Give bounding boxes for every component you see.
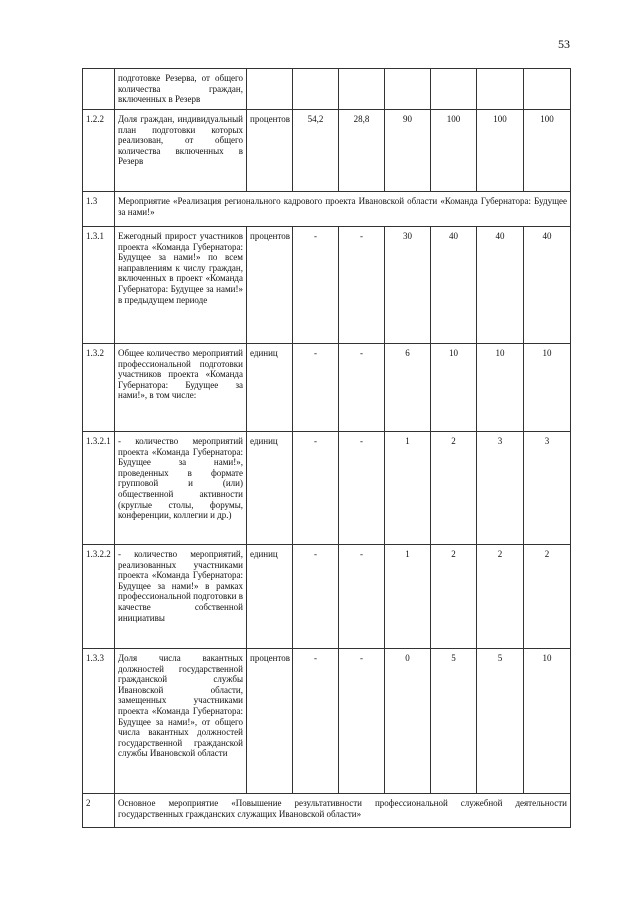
value-cell: 10: [477, 344, 524, 432]
unit-cell: [247, 69, 293, 110]
table-row: [83, 69, 571, 110]
value-cell: 10: [524, 649, 571, 794]
row-number: [83, 69, 115, 110]
value-cell: [385, 69, 431, 110]
value-cell: 100: [524, 110, 571, 192]
value-cell: -: [339, 545, 385, 649]
table-row: [83, 432, 571, 545]
value-cell: 1: [385, 545, 431, 649]
value-cell: [524, 69, 571, 110]
row-number: 1.3.2: [83, 344, 115, 432]
unit-cell: процентов: [247, 227, 293, 344]
value-cell: -: [293, 649, 339, 794]
value-cell: 1: [385, 432, 431, 545]
row-number: 1.3.2.1: [83, 432, 115, 545]
value-cell: 40: [431, 227, 477, 344]
table-row: [83, 649, 571, 794]
unit-cell: процентов: [247, 110, 293, 192]
row-number: 1.2.2: [83, 110, 115, 192]
value-cell: 28,8: [339, 110, 385, 192]
value-cell: -: [339, 227, 385, 344]
value-cell: -: [339, 649, 385, 794]
unit-cell: единиц: [247, 432, 293, 545]
value-cell: 6: [385, 344, 431, 432]
indicator-description: Доля числа вакантных должностей государственной гражданской службы Ивановской области, замещенных участниками проекта «Команда Губернатора: Будущее за нами!», от общего числа вакантных должностей государственной гражданской службы Ивановской области: [115, 649, 247, 794]
indicators-table: [82, 68, 571, 828]
row-number: 1.3.2.2: [83, 545, 115, 649]
value-cell: 2: [431, 432, 477, 545]
value-cell: 0: [385, 649, 431, 794]
section-title: Мероприятие «Реализация регионального кадрового проекта Ивановской области «Команда Губернатора: Будущее за нами!»: [115, 192, 571, 227]
page-number: 53: [558, 37, 570, 51]
value-cell: -: [293, 545, 339, 649]
row-number: 1.3: [83, 192, 115, 227]
table-row: [83, 344, 571, 432]
value-cell: 3: [477, 432, 524, 545]
value-cell: 2: [524, 545, 571, 649]
table-row: [83, 110, 571, 192]
value-cell: [477, 69, 524, 110]
indicator-description: - количество мероприятий, реализованных участниками проекта «Команда Губернатора: Будущее за нами!» в рамках профессиональной подготовки в качестве собственной инициативы: [115, 545, 247, 649]
value-cell: 40: [477, 227, 524, 344]
value-cell: [293, 69, 339, 110]
value-cell: 2: [477, 545, 524, 649]
table-row: [83, 192, 571, 227]
indicator-description: Ежегодный прирост участников проекта «Команда Губернатора: Будущее за нами!» по всем направлениям к числу граждан, включенных в проект «Команда Губернатора: Будущее за нами!» в предыдущем периоде: [115, 227, 247, 344]
unit-cell: процентов: [247, 649, 293, 794]
value-cell: 100: [431, 110, 477, 192]
value-cell: 3: [524, 432, 571, 545]
row-number: 2: [83, 794, 115, 828]
value-cell: 2: [431, 545, 477, 649]
value-cell: 30: [385, 227, 431, 344]
value-cell: -: [339, 344, 385, 432]
value-cell: 5: [431, 649, 477, 794]
value-cell: 54,2: [293, 110, 339, 192]
value-cell: 10: [524, 344, 571, 432]
unit-cell: единиц: [247, 344, 293, 432]
value-cell: 40: [524, 227, 571, 344]
row-number: 1.3.1: [83, 227, 115, 344]
value-cell: 10: [431, 344, 477, 432]
value-cell: -: [293, 227, 339, 344]
value-cell: -: [339, 432, 385, 545]
value-cell: [339, 69, 385, 110]
indicator-description: подготовке Резерва, от общего количества граждан, включенных в Резерв: [115, 69, 247, 110]
table-row: [83, 545, 571, 649]
section-title: Основное мероприятие «Повышение результативности профессиональной служебной деятельности государственных гражданских служащих Ивановской области»: [115, 794, 571, 828]
table-row: [83, 227, 571, 344]
value-cell: -: [293, 344, 339, 432]
unit-cell: единиц: [247, 545, 293, 649]
value-cell: [431, 69, 477, 110]
indicator-description: Общее количество мероприятий профессиональной подготовки участников проекта «Команда Губернатора: Будущее за нами!», в том числе:: [115, 344, 247, 432]
value-cell: 5: [477, 649, 524, 794]
value-cell: 90: [385, 110, 431, 192]
table-row: [83, 794, 571, 828]
row-number: 1.3.3: [83, 649, 115, 794]
value-cell: -: [293, 432, 339, 545]
indicator-description: Доля граждан, индивидуальный план подготовки которых реализован, от общего количества включенных в Резерв: [115, 110, 247, 192]
value-cell: 100: [477, 110, 524, 192]
indicator-description: - количество мероприятий проекта «Команда Губернатора: Будущее за нами!», проведенных в формате групповой и (или) общественной активности (круглые столы, форумы, конференции, коллегии и др.): [115, 432, 247, 545]
